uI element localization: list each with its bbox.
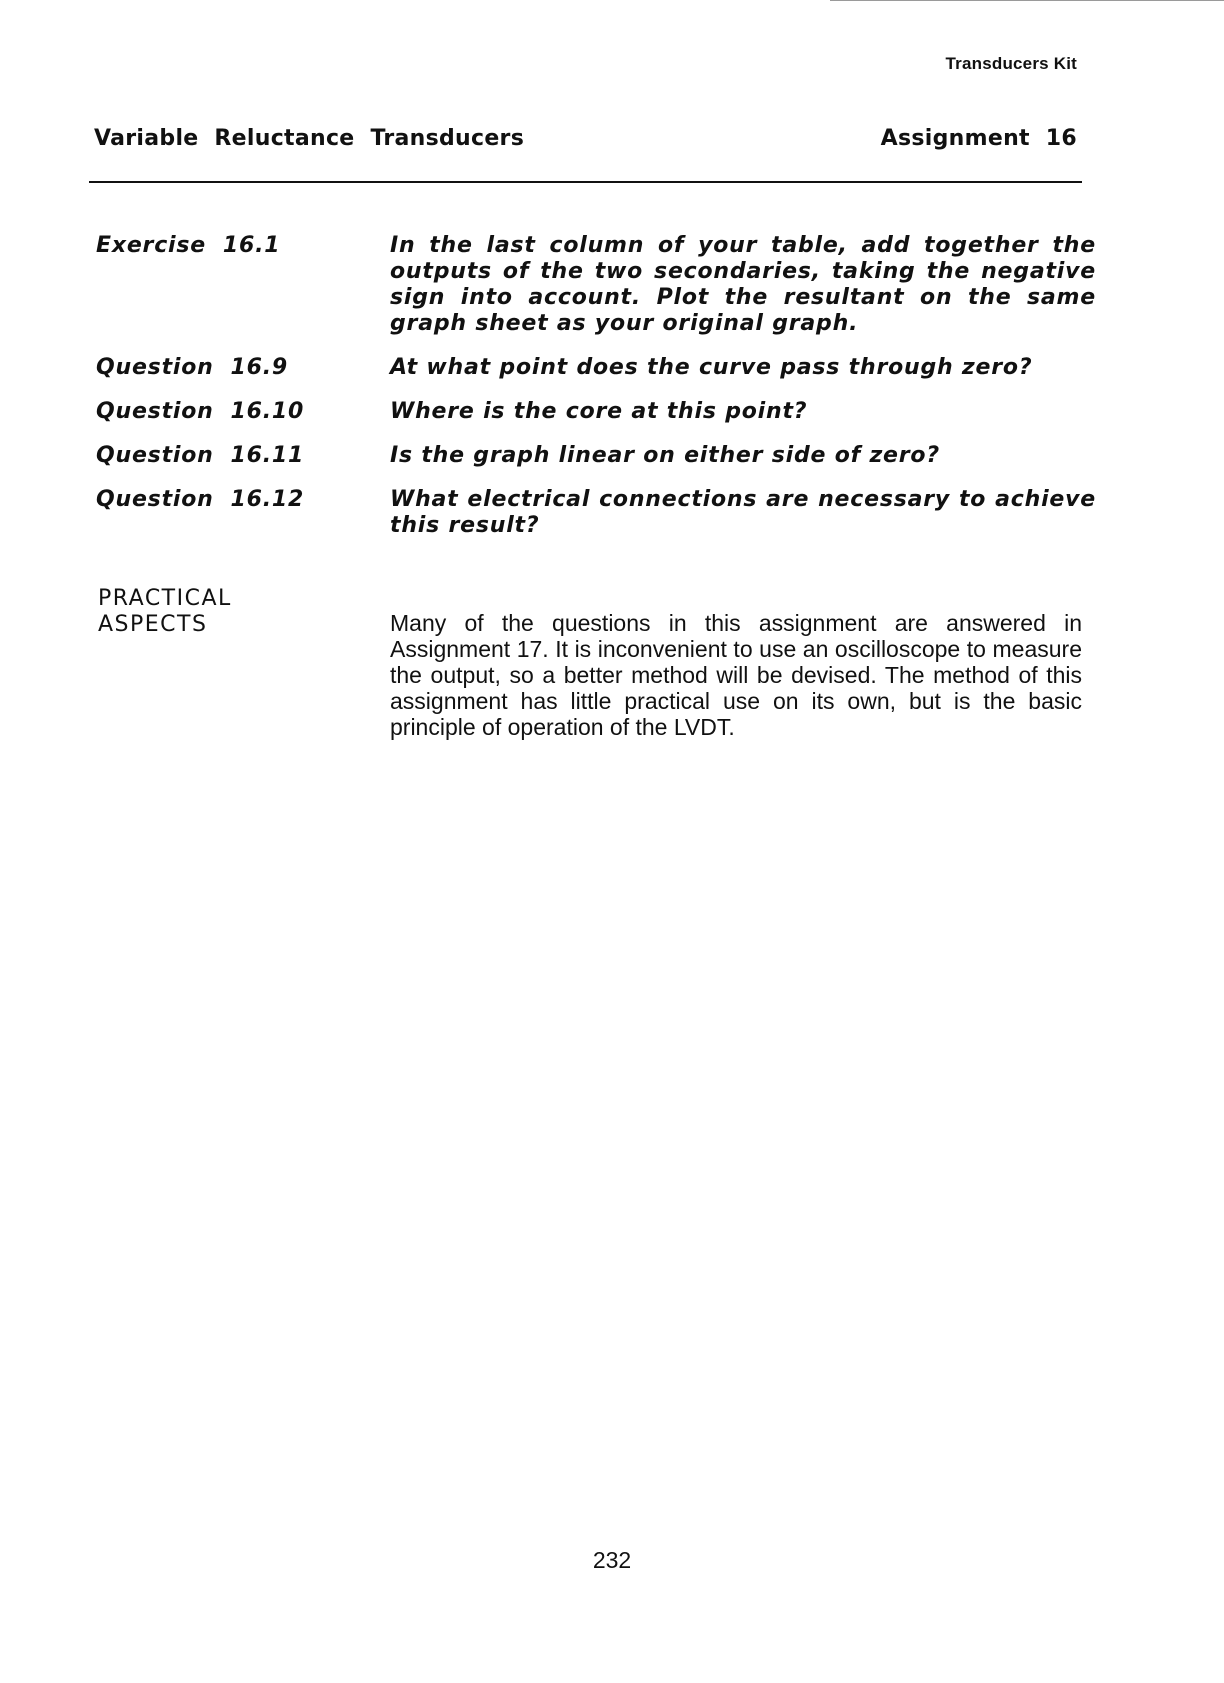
practical-aspects-section — [98, 586, 1098, 740]
entry-text: In the last column of your table, add together the outputs of the two secondaries, taking the negative sign into account. Plot the resultant on the same graph sheet as your original graph. — [390, 233, 1096, 336]
question-16-10 — [96, 399, 1096, 425]
practical-aspects-text: Many of the questions in this assignment are answered in Assignment 17. It is inconvenient to use an oscilloscope to measure the output, so a better method will be devised. The method of this assignment has little practical use on its own, but is the basic principle of operation of the LVDT. — [390, 610, 1082, 740]
entry-label: Exercise 16.1 — [96, 233, 281, 258]
running-head: Transducers Kit — [945, 54, 1077, 73]
entry-label: Question 16.12 — [96, 487, 305, 512]
exercise-question-list — [96, 233, 1096, 557]
exercise-16-1 — [96, 233, 1096, 337]
page-number: 232 — [592, 1547, 632, 1573]
entry-text: At what point does the curve pass through zero? — [390, 355, 1033, 380]
entry-text: Where is the core at this point? — [390, 399, 808, 424]
question-16-11 — [96, 443, 1096, 469]
question-16-9 — [96, 355, 1096, 381]
header-row — [94, 126, 1077, 151]
entry-label: Question 16.11 — [96, 443, 305, 468]
practical-aspects-heading: PRACTICAL ASPECTS — [98, 586, 232, 637]
scan-edge-line — [830, 0, 1224, 1]
entry-label: Question 16.10 — [96, 399, 305, 424]
section-title: Variable Reluctance Transducers — [94, 126, 525, 151]
header-divider — [89, 181, 1082, 183]
question-16-12 — [96, 487, 1096, 539]
entry-label: Question 16.9 — [96, 355, 289, 380]
entry-text: What electrical connections are necessary to achieve this result? — [390, 487, 1096, 538]
entry-text: Is the graph linear on either side of zero? — [390, 443, 940, 468]
assignment-label: Assignment 16 — [880, 126, 1077, 151]
